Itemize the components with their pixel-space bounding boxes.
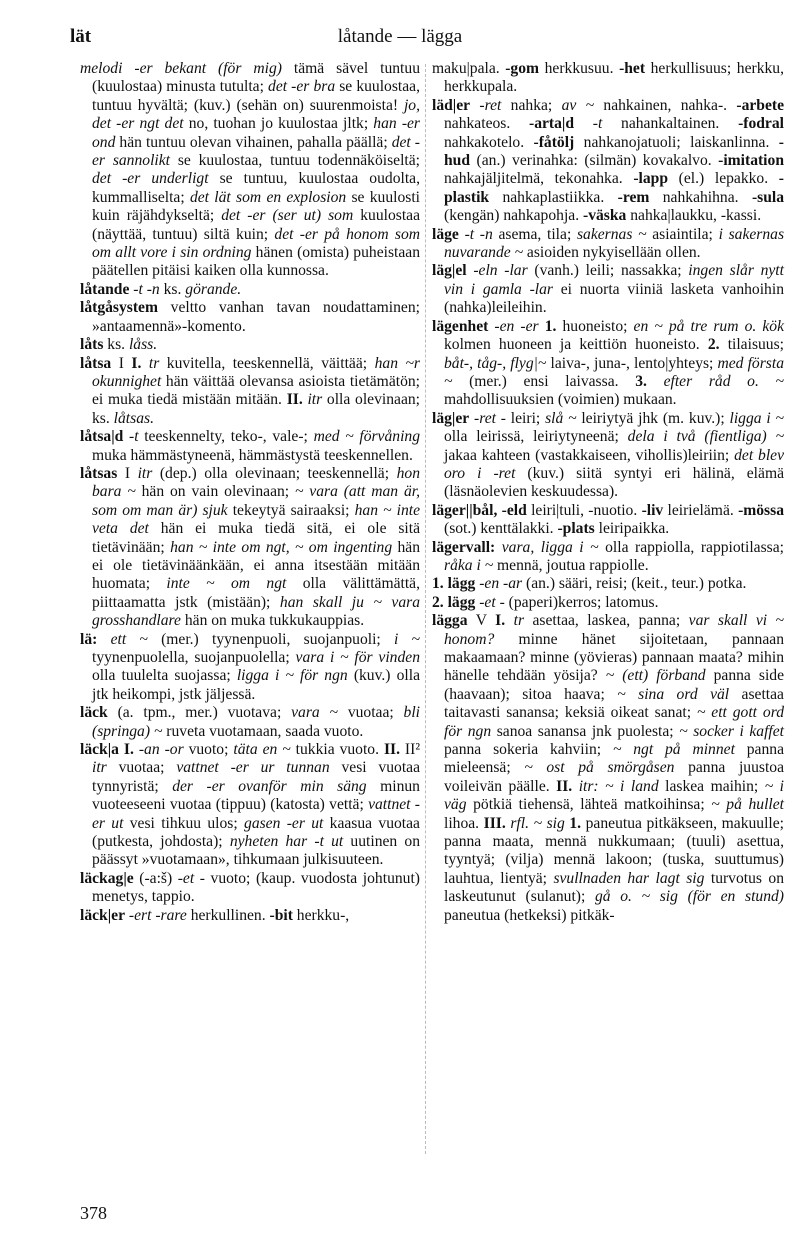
dictionary-entry: låtsa|d -t teeskennelty, teko-, vale-; med ~ förvåning muka hämmästyneenä, hämmästystä teeskennellen. <box>80 428 420 464</box>
dictionary-entry: lägga V I. tr asettaa, laskea, panna; var skall vi ~ honom? minne hänet sijoitetaan, pannaan makaamaan? minne (yövieras) pannaan maata? mihin hänelle tehdään yösija? ~ (ett) förband panna side (haavaan); sitoa haava; ~ sina ord väl asettaa taitavasti sanansa; keksiä oikeat sanat; ~ ett gott ord för ngn sanoa sanansa jnk puolesta; ~ socker i kaffet panna sokeria kahviin; ~ ngt på minnet panna mieleensä; ~ ost på smörgåsen panna juustoa voileivän päälle. II. itr: ~ i land laskea maihin; ~ i väg pötkiä tiehensä, lähteä matkoihinsa; ~ på hullet lihoa. III. rfl. ~ sig 1. paneutua pitkäkseen, makuulle; panna maata, mennä nukkumaan; (tuuli) asettua, tyyntyä; (vilja) mennä lakoon; (tuska, suuttumus) lauhtua, lientyä; svullnaden har lagt sig turvotus on laskeutunut (sulanut); gå o. ~ sig (för en stund) paneutua (hetkeksi) pitkäk- <box>432 612 785 924</box>
dictionary-entry: låtgåsystem veltto vanhan tavan noudattaminen; »antaamennä»-komento. <box>80 299 420 335</box>
dictionary-entry: läger||bål, -eld leiri|tuli, -nuotio. -liv leirielämä. -mössa (sot.) kenttälakki. -plats leiripaikka. <box>432 501 784 538</box>
dictionary-entry: läge -t -n asema, tila; sakernas ~ asiaintila; i sakernas nuvarande ~ asioiden nykyisellään ollen. <box>432 225 785 262</box>
right-column <box>432 60 784 925</box>
dictionary-entry: läck|er -ert -rare herkullinen. -bit herkku-, <box>80 906 350 924</box>
guide-word: lät <box>70 26 92 47</box>
page-number: 378 <box>80 1203 107 1223</box>
dictionary-entry: läg|el -eln -lar (vanh.) leili; nassakka; ingen slår nytt vin i gamla -lar ei nuorta viiniä lasketa vanhoihin (nahka)leileihin. <box>432 262 784 317</box>
page-header <box>60 26 740 54</box>
dictionary-entry: melodi -er bekant (för mig) tämä sävel tuntuu (kuulostaa) minusta tutulta; det -er bra se kuulostaa, tuntuu hyvältä; (kuv.) (sehän on) suurenmoista! jo, det -er ngt det no, tuohan jo kuulostaa jltk; han -er ond hän tuntuu olevan vihainen, pahalla päällä; det -er sannolikt se kuulostaa, tuntuu todennäköiseltä; det -er underligt se tuntuu, kuulostaa oudolta, kummalliselta; det lät som en explosion se kuulosti kuin räjähdykseltä; det -er (ser ut) som kuulostaa (näyttää, tuntuu) siltä kuin; det -er på honom som om allt vore i sin ordning hänen (omista) puheistaan päätellen pitäisi kaiken olla kunnossa. <box>80 60 421 280</box>
dictionary-entry: läg|er -ret - leiri; slå ~ leiriytyä jhk (m. kuv.); ligga i ~ olla leirissä, leiriytyneenä; dela i två (fientliga) ~ jakaa kahteen (vastakkaiseen, vihollis)leiriin; det blev oro i -ret (kuv.) siitä syntyi eri hälinä, elämä (läsnäolevien keskuudessa). <box>432 409 785 501</box>
dictionary-entry: låtsas I itr (dep.) olla olevinaan; teeskennellä; hon bara ~ hän on vain olevinaan; ~ vara (att man är, som om man är) sjuk tekeytyä sairaaksi; han ~ inte veta det hän ei muka tiedä sitä, ei ole sitä tietävinään; han ~ inte om ngt, ~ om ingenting hän ei ole tietävinäänkään, ei anna itsestään mitään huomata; inte ~ om ngt olla välittämättä, piittaamatta jstk (mistään); han skall ju ~ vara grosshandlare hän on muka tukkukauppias. <box>80 464 421 630</box>
dictionary-entry: 2. lägg -et - (paperi)kerros; latomus. <box>432 593 659 611</box>
dictionary-entry: lä: ett ~ (mer.) tyynenpuoli, suojanpuoli; i ~ tyynenpuolella, suojanpuolella; vara i ~ för vinden olla tuulelta suojassa; ligga i ~ för ngn (kuv.) olla jtk heikompi, jstk jäljessä. <box>80 630 420 703</box>
dictionary-entry: lägervall: vara, ligga i ~ olla rappiolla, rappiotilassa; råka i ~ mennä, joutua rappiolle. <box>432 538 784 574</box>
left-column <box>80 60 420 925</box>
dictionary-entry: läckag|e (-a:š) -et - vuoto; (kaup. vuodosta johtunut) menetys, tappio. <box>80 869 420 906</box>
dictionary-entry: 1. lägg -en -ar (an.) sääri, reisi; (keit., teur.) potka. <box>432 575 747 593</box>
dictionary-entry: låtande -t -n ks. görande. <box>80 280 242 298</box>
column-divider <box>425 64 426 1154</box>
dictionary-entry: maku|pala. -gom herkkusuu. -het herkullisuus; herkku, herkkupala. <box>432 60 784 96</box>
dictionary-entry: låts ks. låss. <box>80 336 158 354</box>
dictionary-entry: läck (a. tpm., mer.) vuotava; vara ~ vuotaa; bli (springa) ~ ruveta vuotamaan, saada vuoto. <box>80 704 421 740</box>
dictionary-entry: läck|a I. -an -or vuoto; täta en ~ tukkia vuoto. II. II² itr vuotaa; vattnet -er ur tunnan vesi vuotaa tynnyristä; der -er ovanför min säng minun vuoteeseeni vuotaa (tippuu) (katosta) vettä; vattnet -er ut vesi tihkuu ulos; gasen -er ut kaasua vuotaa (putkesta, johdosta); nyheten har -t ut uutinen on päässyt »vuotamaan», tihkumaan julkisuuteen. <box>80 741 421 869</box>
dictionary-entry: låtsa I I. tr kuvitella, teeskennellä, väittää; han ~r okunnighet hän väittää olevansa asioista tietämätön; ei muka tiedä mistään mitään. II. itr olla olevinaan; ks. låtsas. <box>80 354 420 427</box>
dictionary-entry: lägenhet -en -er 1. huoneisto; en ~ på tre rum o. kök kolmen huoneen ja keittiön huoneisto. 2. tilaisuus; båt-, tåg-, flyg|~ laiva-, juna-, lento|yhteys; med första ~ (mer.) ensi laivassa. 3. efter råd o. ~ mahdollisuuksien (voimien) mukaan. <box>432 317 785 409</box>
running-head: låtande — lägga <box>337 26 463 47</box>
dictionary-entry: läd|er -ret nahka; av ~ nahkainen, nahka-. -arbete nahkateos. -arta|d -t nahankaltainen. -fodral nahkakotelo. -fåtölj nahkanojatuoli; laiskanlinna. -hud (an.) verinahka: (silmän) kovakalvo. -imitation nahkajäljitelmä, tekonahka. -lapp (el.) lepakko. -plastik nahkaplastiikka. -rem nahkahihna. -sula (kengän) nahkapohja. -väska nahka|laukku, -kassi. <box>432 96 785 225</box>
